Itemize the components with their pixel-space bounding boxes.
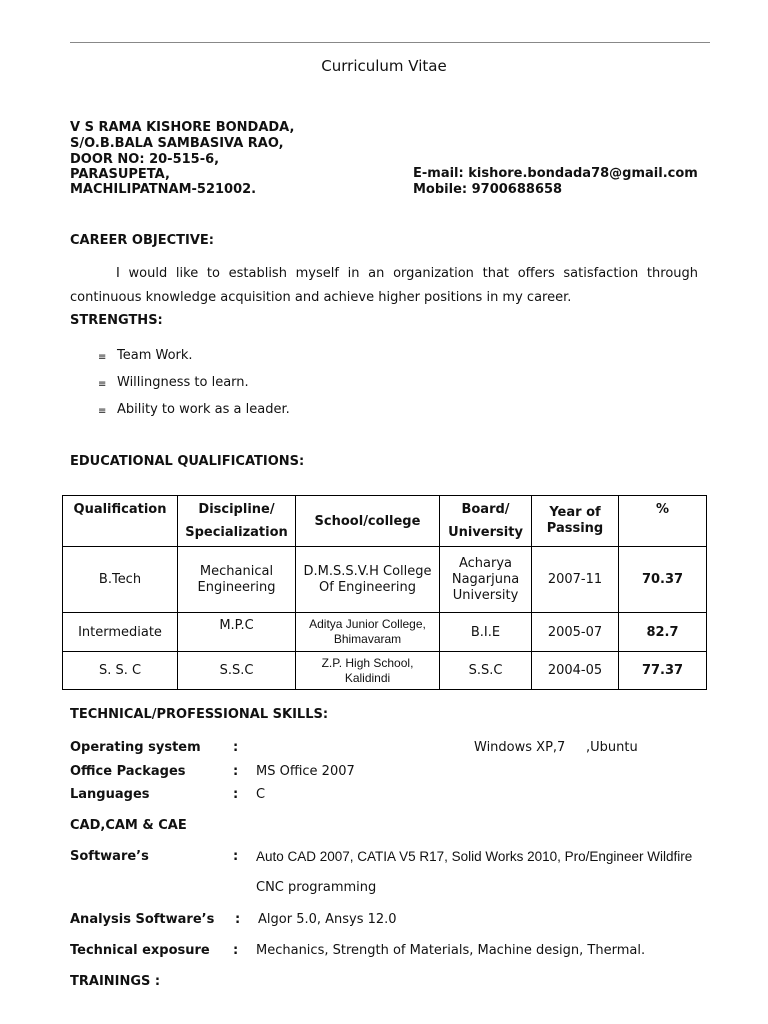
table-row [63,547,707,613]
career-objective-text: I would like to establish myself in an organization that offers satisfaction through continuous knowledge acquisition and achieve higher positions in my career. [70,266,698,305]
bullet-icon: ≡ [98,379,107,390]
colon: : [233,943,239,958]
table-cell: M.P.C [178,613,296,652]
bullet-icon: ≡ [98,406,107,417]
table-cell: Mechanical Engineering [178,547,296,613]
education-heading: EDUCATIONAL QUALIFICATIONS: [70,454,305,469]
column-header: Discipline/ Specialization [178,496,296,547]
table-cell: 2007-11 [532,547,619,613]
software-label: Software’s [70,849,149,864]
top-rule [70,42,710,43]
table-cell: S.S.C [440,652,532,690]
strengths-heading: STRENGTHS: [70,313,163,328]
colon: : [235,912,241,927]
languages-label: Languages [70,787,150,802]
table-cell: 77.37 [619,652,707,690]
table-cell: Z.P. High School, Kalidindi [296,652,440,690]
colon: : [233,849,239,864]
table-cell: Acharya Nagarjuna University [440,547,532,613]
colon: : [233,740,239,755]
address-line: PARASUPETA, [70,167,170,182]
column-header: School/college [296,496,440,547]
table-row [63,652,707,690]
table-cell: Intermediate [63,613,178,652]
table-cell: 70.37 [619,547,707,613]
column-header: Board/ University [440,496,532,547]
analysis-label: Analysis Software’s [70,912,215,927]
office-value: MS Office 2007 [256,764,355,779]
software-value: Auto CAD 2007, CATIA V5 R17, Solid Works 2010, Pro/Engineer Wildfire [256,849,693,864]
address-line: DOOR NO: 20-515-6, [70,152,220,167]
table-cell: Aditya Junior College, Bhimavaram [296,613,440,652]
table-cell: 2005-07 [532,613,619,652]
software-extra: CNC programming [256,880,377,895]
os-value: Windows XP,7 ,Ubuntu [474,740,638,755]
address-line: S/O.B.BALA SAMBASIVA RAO, [70,136,284,151]
bullet-icon: ≡ [98,352,107,363]
career-objective-heading: CAREER OBJECTIVE: [70,233,214,248]
colon: : [233,787,239,802]
skills-heading: TECHNICAL/PROFESSIONAL SKILLS: [70,707,329,722]
email: E-mail: kishore.bondada78@gmail.com [413,166,698,181]
column-header: % [619,496,707,547]
table-cell: 82.7 [619,613,707,652]
mobile: Mobile: 9700688658 [413,182,563,197]
table-cell: S.S.C [178,652,296,690]
languages-value: C [256,787,266,802]
list-item: Team Work. [117,348,193,363]
table-cell: D.M.S.S.V.H College Of Engineering [296,547,440,613]
table-cell: 2004-05 [532,652,619,690]
document-title: Curriculum Vitae [321,57,447,75]
list-item: Willingness to learn. [117,375,249,390]
table-cell: S. S. C [63,652,178,690]
column-header: Year of Passing [532,496,619,547]
os-label: Operating system [70,740,201,755]
trainings-heading: TRAININGS : [70,974,161,989]
list-item: Ability to work as a leader. [117,402,290,417]
office-label: Office Packages [70,764,186,779]
exposure-label: Technical exposure [70,943,210,958]
column-header: Qualification [63,496,178,547]
address-line: V S RAMA KISHORE BONDADA, [70,120,295,135]
exposure-value: Mechanics, Strength of Materials, Machine design, Thermal. [256,943,646,958]
table-row [63,613,707,652]
analysis-value: Algor 5.0, Ansys 12.0 [258,912,397,927]
address-line: MACHILIPATNAM-521002. [70,182,257,197]
table-header-row [63,496,707,547]
cad-heading: CAD,CAM & CAE [70,818,187,833]
colon: : [233,764,239,779]
table-cell: B.Tech [63,547,178,613]
education-table [62,495,707,690]
table-cell: B.I.E [440,613,532,652]
